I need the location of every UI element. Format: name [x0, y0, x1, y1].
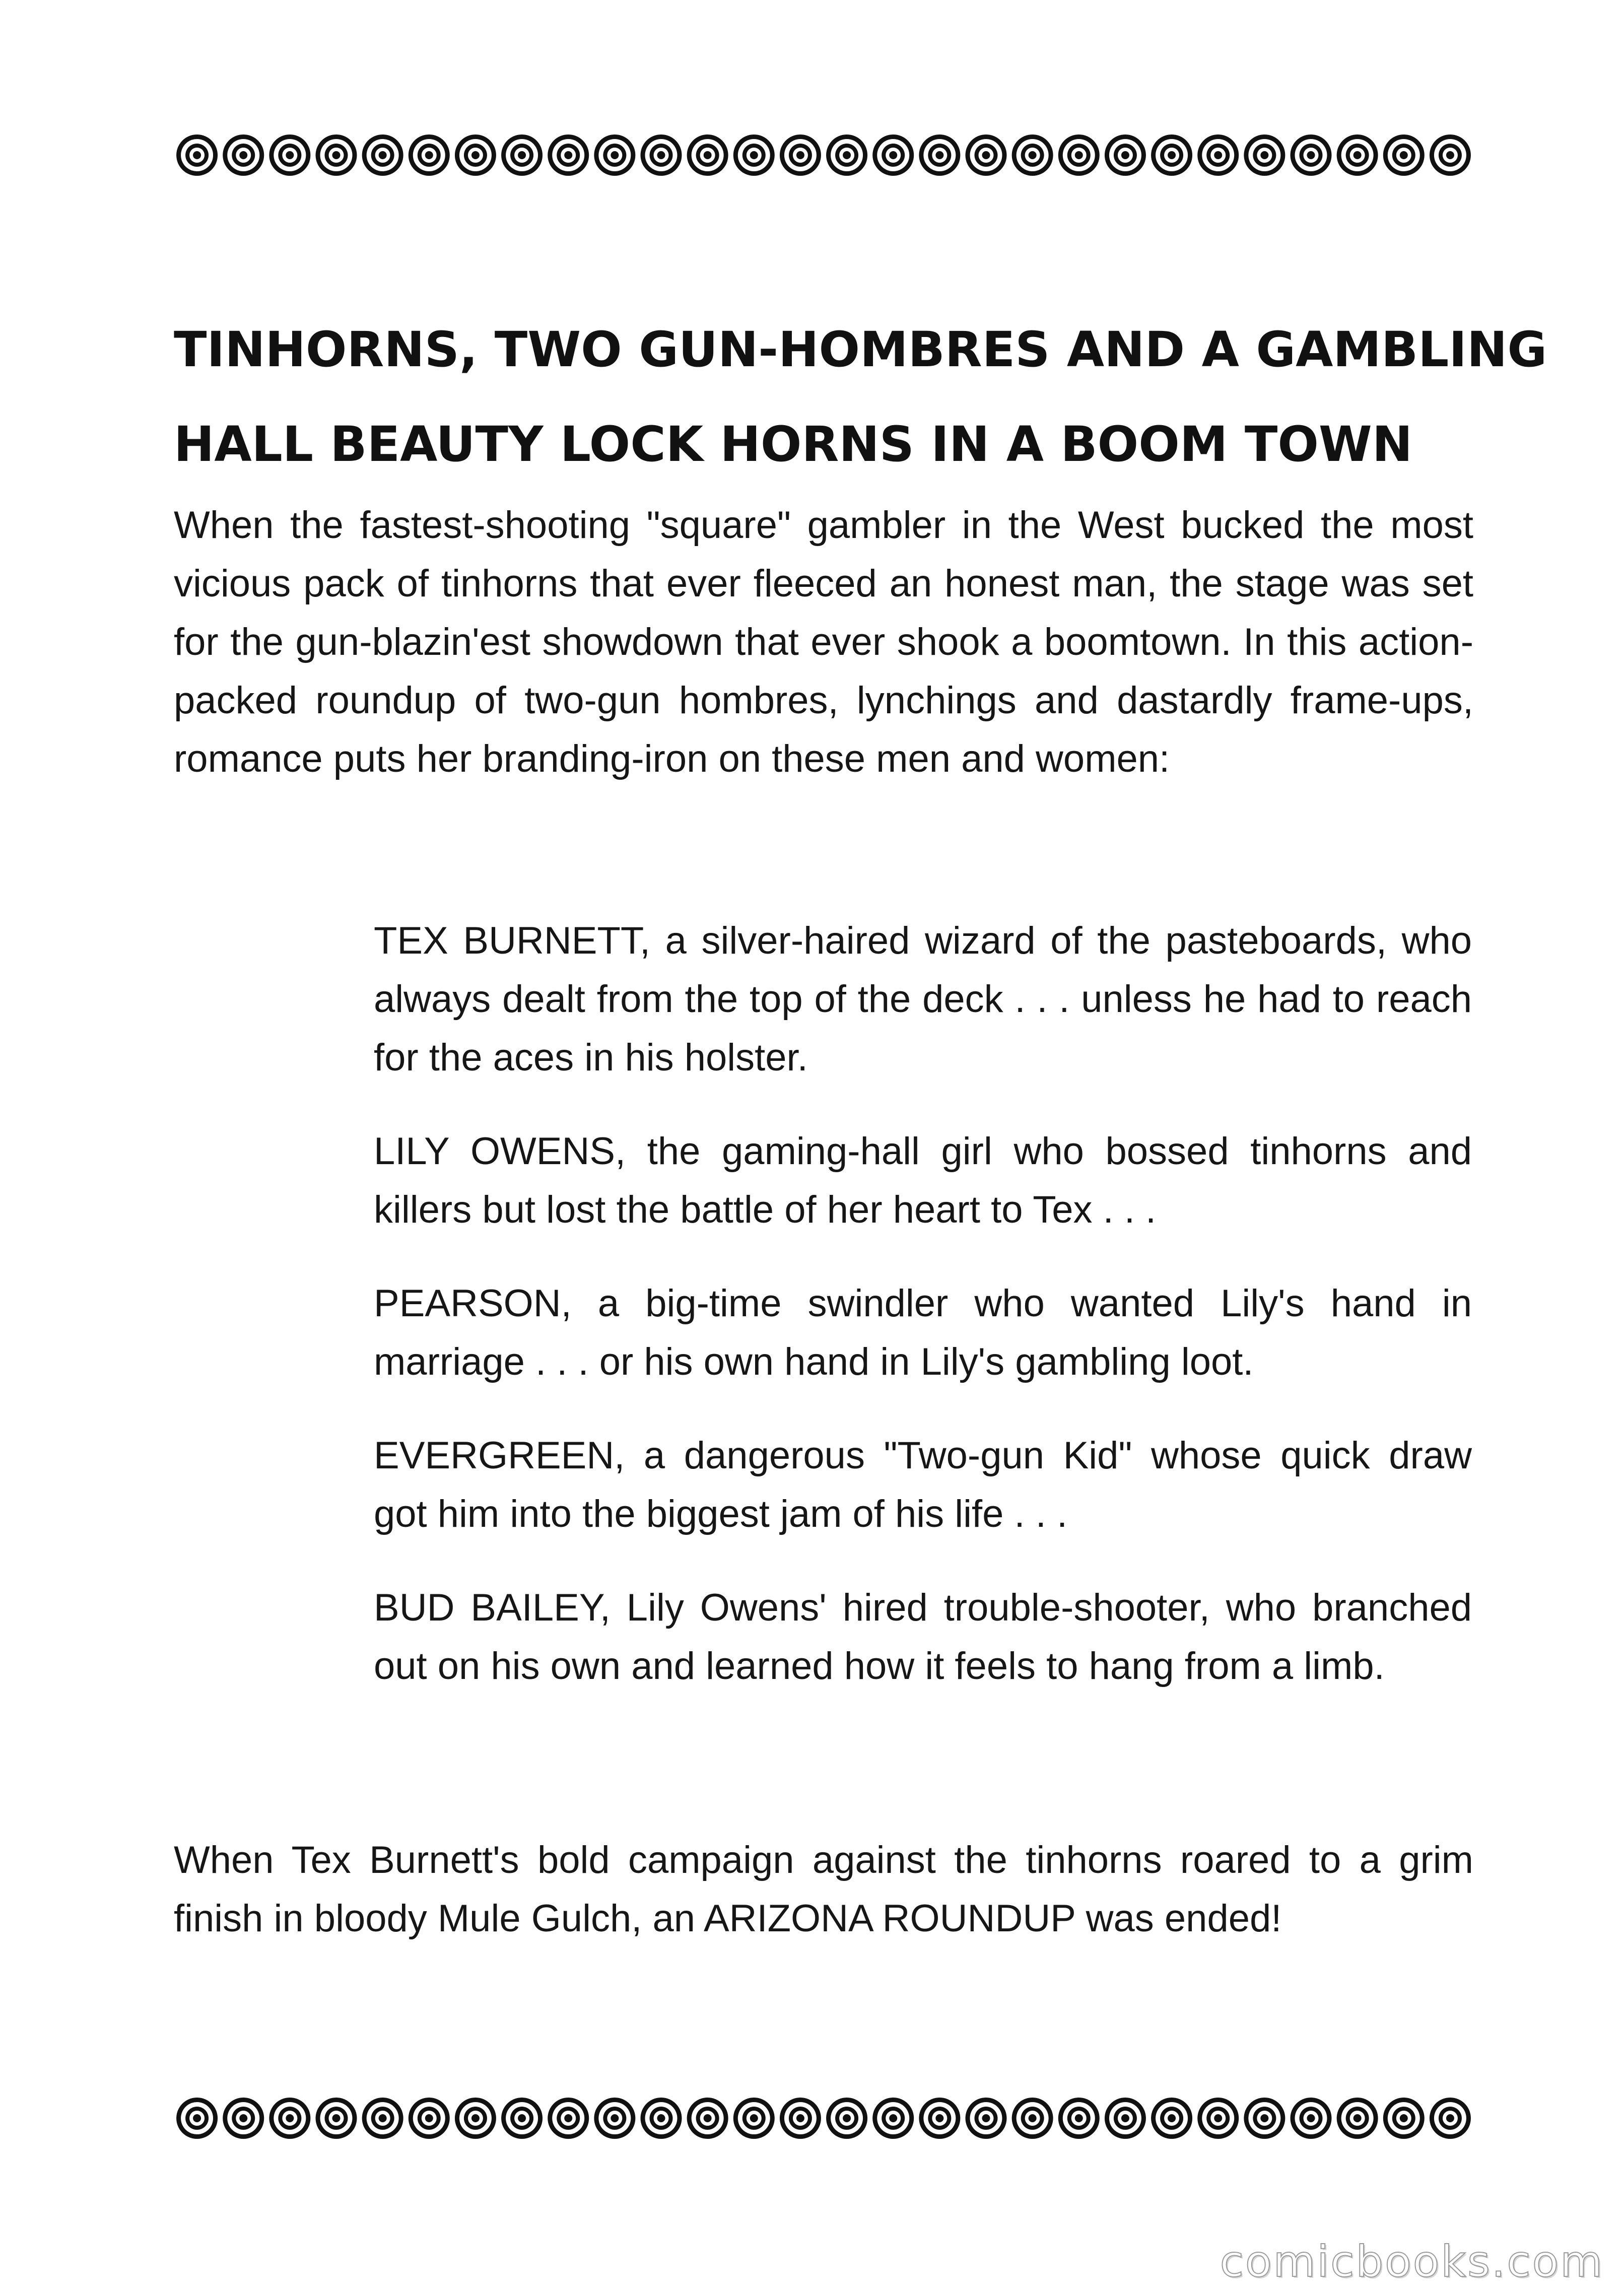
- concentric-circle-icon: [1244, 2098, 1285, 2139]
- character-entry-pearson: PEARSON, a big-time swindler who wanted Lily's hand in marriage . . . or his own hand in Lily's gambling loot.: [374, 1282, 1472, 1383]
- concentric-circle-icon: [269, 2098, 310, 2139]
- character-entry-lily-owens: LILY OWENS, the gaming-hall girl who bossed tinhorns and killers but lost the battle of her heart to Tex . . .: [374, 1130, 1472, 1231]
- concentric-circle-icon: [1012, 134, 1053, 176]
- concentric-circle-icon: [641, 2098, 682, 2139]
- concentric-circle-icon: [1058, 134, 1100, 176]
- concentric-circle-icon: [362, 2098, 403, 2139]
- concentric-circle-icon: [733, 134, 775, 176]
- concentric-circle-border-icons: [174, 2093, 1473, 2143]
- concentric-circle-icon: [316, 134, 357, 176]
- concentric-circle-icon: [594, 2098, 635, 2139]
- concentric-circle-icon: [176, 134, 218, 176]
- character-list: [374, 912, 1472, 1731]
- watermark: comicbooks.com: [1220, 2237, 1604, 2287]
- bottom-ornament-border: [174, 2093, 1473, 2143]
- concentric-circle-icon: [1105, 2098, 1146, 2139]
- concentric-circle-icon: [1151, 2098, 1192, 2139]
- concentric-circle-icon: [501, 2098, 543, 2139]
- concentric-circle-icon: [1197, 2098, 1239, 2139]
- character-entry-tex-burnett: TEX BURNETT, a silver-haired wizard of the pasteboards, who always dealt from the top of the deck . . . unless he had to reach for the aces in his holster.: [374, 919, 1472, 1079]
- concentric-circle-icon: [409, 134, 450, 176]
- concentric-circle-icon: [1012, 2098, 1053, 2139]
- concentric-circle-icon: [687, 2098, 728, 2139]
- concentric-circle-icon: [548, 2098, 589, 2139]
- concentric-circle-icon: [1383, 134, 1425, 176]
- concentric-circle-icon: [176, 2098, 218, 2139]
- closing-paragraph: When Tex Burnett's bold campaign against the tinhorns roared to a grim finish in bloody Mule Gulch, an ARIZONA ROUNDUP was ended!: [174, 1839, 1473, 1940]
- concentric-circle-icon: [548, 134, 589, 176]
- concentric-circle-icon: [641, 134, 682, 176]
- concentric-circle-icon: [1383, 2098, 1425, 2139]
- concentric-circle-icon: [1291, 134, 1332, 176]
- character-entry-evergreen: EVERGREEN, a dangerous "Two-gun Kid" whose quick draw got him into the biggest jam of his life . . .: [374, 1434, 1472, 1535]
- concentric-circle-icon: [826, 2098, 867, 2139]
- concentric-circle-icon: [919, 134, 960, 176]
- concentric-circle-icon: [1151, 134, 1192, 176]
- headline: [174, 302, 1547, 492]
- concentric-circle-icon: [223, 134, 264, 176]
- concentric-circle-icon: [1337, 134, 1378, 176]
- concentric-circle-icon: [872, 2098, 914, 2139]
- concentric-circle-icon: [780, 2098, 821, 2139]
- concentric-circle-icon: [316, 2098, 357, 2139]
- concentric-circle-icon: [733, 2098, 775, 2139]
- concentric-circle-icon: [687, 134, 728, 176]
- concentric-circle-icon: [1337, 2098, 1378, 2139]
- concentric-circle-icon: [780, 134, 821, 176]
- concentric-circle-icon: [919, 2098, 960, 2139]
- concentric-circle-icon: [455, 134, 496, 176]
- top-ornament-border: [174, 130, 1473, 180]
- concentric-circle-icon: [1058, 2098, 1100, 2139]
- concentric-circle-icon: [223, 2098, 264, 2139]
- concentric-circle-icon: [966, 2098, 1007, 2139]
- concentric-circle-border-icons: [174, 130, 1473, 180]
- concentric-circle-icon: [1197, 134, 1239, 176]
- headline-line-2: HALL BEAUTY LOCK HORNS IN A BOOM TOWN: [174, 416, 1413, 473]
- concentric-circle-icon: [455, 2098, 496, 2139]
- concentric-circle-icon: [872, 134, 914, 176]
- concentric-circle-icon: [594, 134, 635, 176]
- intro-paragraph: When the fastest-shooting "square" gambler in the West bucked the most vicious pack of tinhorns that ever fleeced an honest man, the stage was set for the gun-blazin'est showdown that ever shook a boomtown. In this action-packed roundup of two-gun hombres, lynchings and dastardly frame-ups, romance puts her branding-iron on these men and women:: [174, 504, 1473, 780]
- character-entry-bud-bailey: BUD BAILEY, Lily Owens' hired trouble-shooter, who branched out on his own and learned how it feels to hang from a limb.: [374, 1586, 1472, 1688]
- concentric-circle-icon: [966, 134, 1007, 176]
- concentric-circle-icon: [1105, 134, 1146, 176]
- concentric-circle-icon: [826, 134, 867, 176]
- headline-line-1: TINHORNS, TWO GUN-HOMBRES AND A GAMBLING: [174, 321, 1547, 378]
- concentric-circle-icon: [1430, 2098, 1471, 2139]
- concentric-circle-icon: [362, 134, 403, 176]
- concentric-circle-icon: [1244, 134, 1285, 176]
- concentric-circle-icon: [409, 2098, 450, 2139]
- concentric-circle-icon: [269, 134, 310, 176]
- concentric-circle-icon: [1291, 2098, 1332, 2139]
- concentric-circle-icon: [1430, 134, 1471, 176]
- concentric-circle-icon: [501, 134, 543, 176]
